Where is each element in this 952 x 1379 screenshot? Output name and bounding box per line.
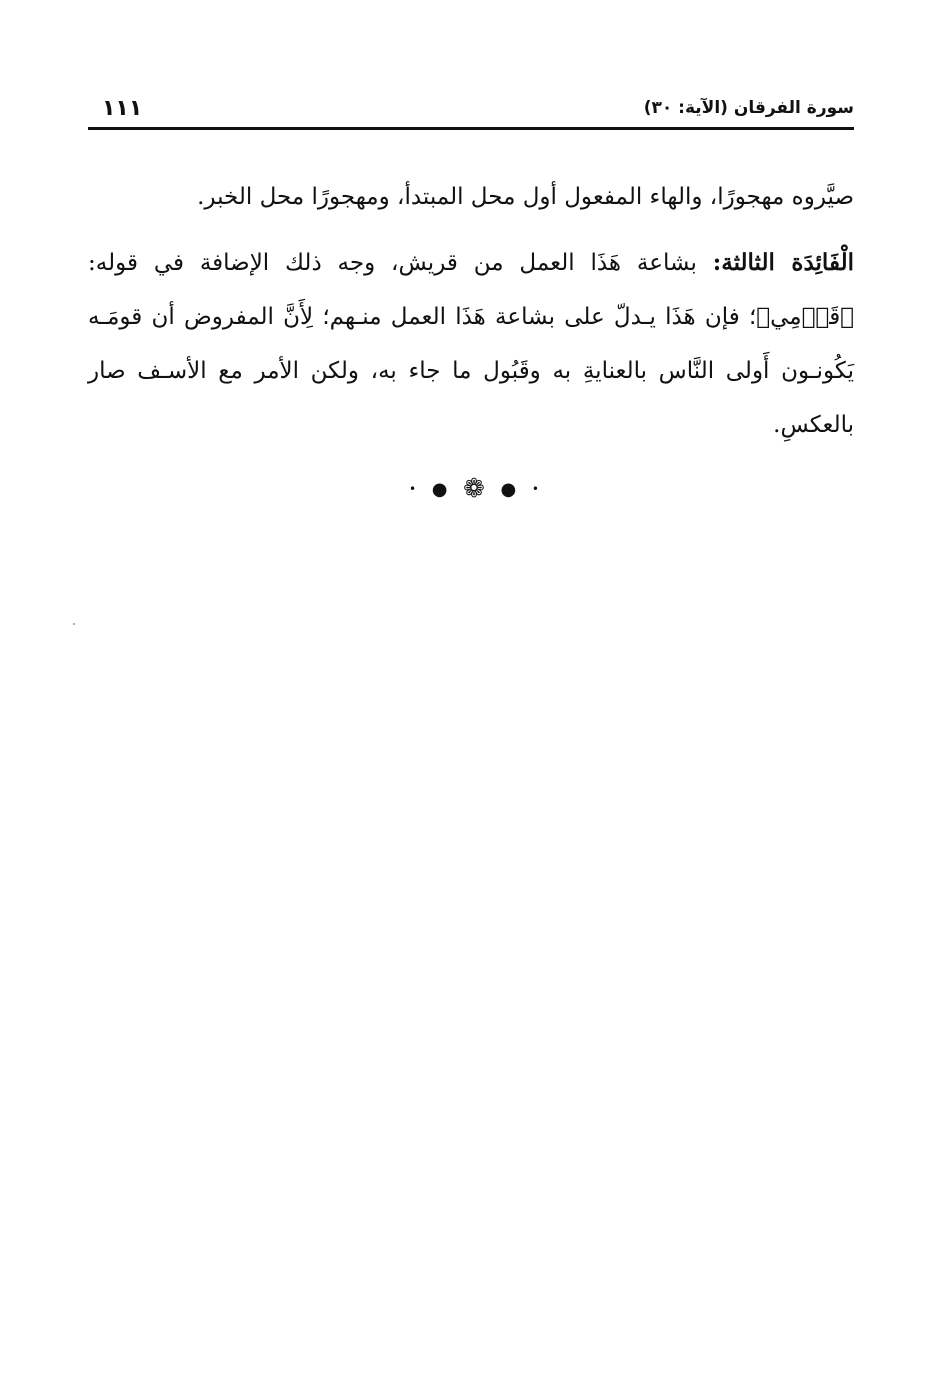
- dot-small-icon: •: [409, 482, 421, 496]
- dot-large-icon: ●: [431, 478, 452, 500]
- text-line: يَكُونـون أَولى النَّاس بالعنايةِ به وقَبُول ما جاء به، ولكن الأمر مع الأسـف صار: [88, 358, 854, 384]
- paragraph-2: [88, 236, 854, 452]
- text-line-rest: بشاعة هَذَا العمل من قريش، وجه ذلك الإضافة في قوله:: [88, 250, 697, 276]
- paragraph-lead: الْفَائِدَة الثالثة:: [712, 249, 854, 276]
- page-header: [88, 96, 854, 130]
- paragraph-gap: [88, 224, 854, 236]
- scan-speck: [73, 623, 75, 625]
- header-rule: [88, 127, 854, 130]
- dot-large-icon: ●: [500, 478, 521, 500]
- dot-small-icon: •: [531, 482, 543, 496]
- header-title: سورة الفرقان (الآية: ٣٠): [643, 98, 854, 118]
- flower-ornament-icon: ❁: [463, 474, 489, 504]
- paragraph-1: [88, 170, 854, 224]
- page-number: ١١١: [102, 96, 143, 121]
- section-divider-ornament: [0, 474, 952, 504]
- body-text: [88, 170, 854, 452]
- text-line: صيَّروه مهجورًا، والهاء المفعول أول محل المبتدأ، ومهجورًا محل الخبر.: [197, 184, 854, 210]
- text-line: ﴿قَوۡمِي﴾؛ فإن هَذَا يـدلّ على بشاعة هَذَا العمل منـهم؛ لِأَنَّ المفروض أن قومَـه: [88, 304, 854, 330]
- text-line: بالعكسِ.: [773, 412, 854, 438]
- text-line: [88, 236, 854, 290]
